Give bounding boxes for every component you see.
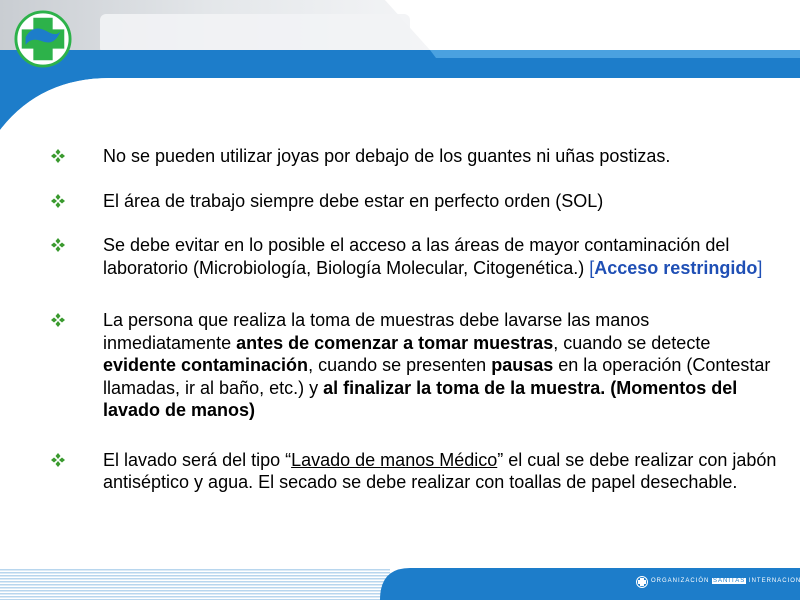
bullet-3-seg-0: Se debe evitar en lo posible el acceso a las áreas de mayor contaminación del laboratorio (Microbiología, Biología Molecular, Citogenética.) — [103, 235, 730, 278]
bullet-5-seg-2: ” el cual se debe realizar con jabón antiséptico y agua. El secado se debe realizar con toallas de papel desechable. — [103, 449, 777, 492]
footer-org-highlight: SANITAS — [713, 578, 746, 584]
bullet-5-seg-0: El lavado será del tipo “ — [103, 449, 292, 470]
bullet-4-seg-7: al finalizar la toma de la muestra. (Momentos del lavado de manos) — [103, 377, 738, 420]
bullet-item — [50, 190, 780, 213]
bullet-3-seg-1: [ — [589, 257, 595, 278]
bullet-2-seg-0: El área de trabajo siempre debe estar en perfecto orden (SOL) — [103, 190, 604, 211]
handwash-type-text: Lavado de manos Médico — [291, 449, 498, 470]
diamond-bullet-icon — [50, 193, 66, 209]
bullet-4-seg-1: antes de comenzar a tomar muestras — [236, 332, 554, 353]
bullet-4-seg-6: en la operación (Contestar llamadas, ir al baño, etc.) y — [103, 355, 771, 398]
footer-logo-icon — [636, 576, 648, 588]
diamond-bullet-icon — [50, 148, 66, 164]
sanitas-logo-icon — [14, 10, 72, 68]
bullet-3-seg-3: ] — [757, 257, 763, 278]
bullet-item — [50, 449, 780, 494]
footer-org-prefix: ORGANIZACIÓN — [651, 578, 713, 584]
bullet-4-seg-3: evidente contaminación — [103, 355, 309, 375]
header-decoration — [0, 0, 800, 130]
footer-org-suffix: INTERNACIONAL — [746, 578, 811, 584]
bullet-item — [50, 309, 780, 422]
bullet-4-seg-4: , cuando se presenten — [308, 355, 492, 375]
bullet-item — [50, 145, 780, 168]
diamond-bullet-icon — [50, 237, 66, 253]
bullet-1-seg-0: No se pueden utilizar joyas por debajo de los guantes ni uñas postizas. — [103, 146, 671, 166]
bullet-item — [50, 234, 780, 279]
diamond-bullet-icon — [50, 452, 66, 468]
bullet-4-seg-2: , cuando se detecte — [553, 332, 711, 353]
bullet-4-seg-0: La persona que realiza la toma de muestras debe lavarse las manos inmediatamente — [103, 310, 650, 353]
bullet-list — [50, 145, 780, 494]
footer-org-name — [651, 578, 811, 584]
bullet-4-seg-5: pausas — [491, 355, 554, 375]
diamond-bullet-icon — [50, 312, 66, 328]
access-restricted-text: Acceso restringido — [594, 257, 758, 278]
